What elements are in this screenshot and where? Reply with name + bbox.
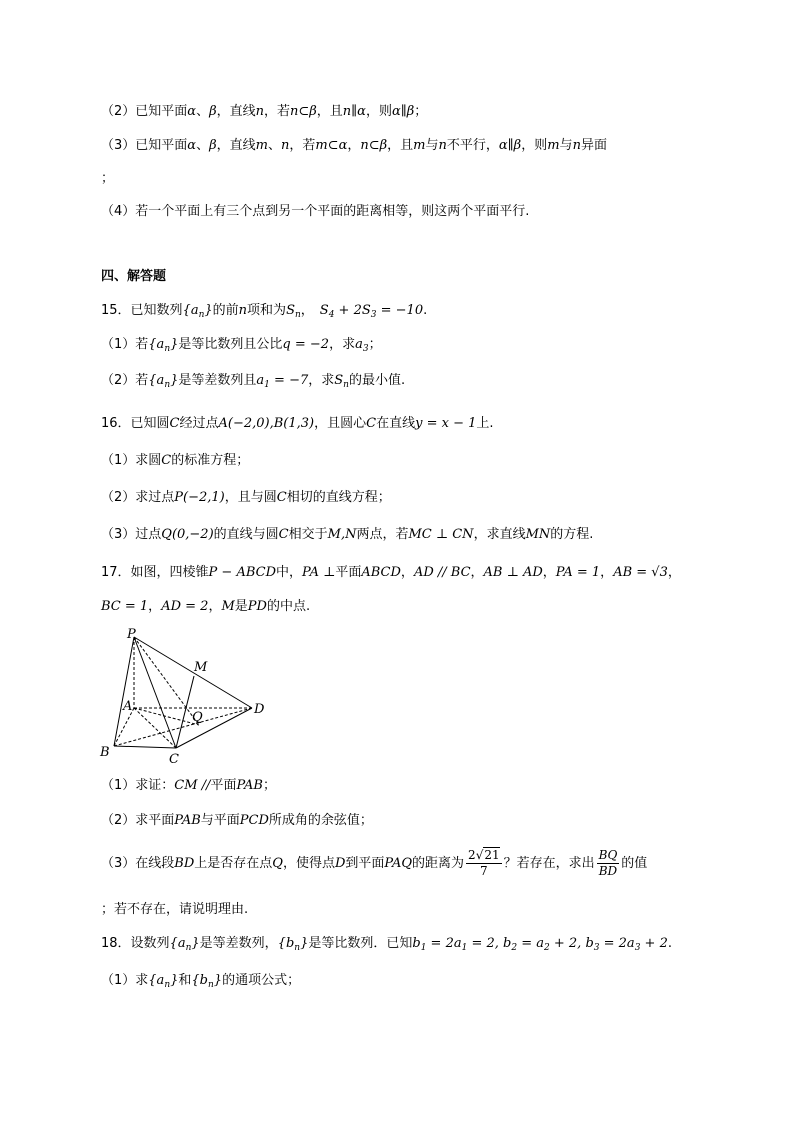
math: PD <box>247 599 267 614</box>
text: 16．已知圆 <box>101 416 170 431</box>
text: ，直线 <box>216 138 256 153</box>
math-part: {a <box>169 936 186 951</box>
math: n <box>572 138 581 153</box>
text: 是等比数列且公比 <box>178 337 283 352</box>
math <box>148 373 178 388</box>
math: n <box>255 104 264 119</box>
math: Q(0,−2) <box>161 527 214 542</box>
math: C <box>169 416 180 431</box>
statement-3 <box>101 137 607 155</box>
text: 经过点 <box>179 416 219 431</box>
subscript: 3 <box>362 344 369 354</box>
math: P − ABCD <box>208 565 277 580</box>
math: AD = 2 <box>161 599 209 614</box>
text: 15．已知数列 <box>101 303 183 318</box>
math: β <box>209 104 217 119</box>
math: AB ⊥ AD <box>483 565 543 580</box>
math-part: 2 <box>468 848 476 862</box>
subscript: n <box>208 980 214 990</box>
text: 平面 <box>210 778 237 793</box>
subscript: 2 <box>544 943 550 953</box>
math-part: } <box>170 337 179 352</box>
statement-2 <box>101 103 427 121</box>
math: PAQ <box>384 856 413 871</box>
text: （2）求平面 <box>101 813 175 828</box>
math-part: {a <box>148 373 165 388</box>
math <box>412 936 668 951</box>
text: 的值 <box>621 856 648 871</box>
section-title: 四、解答题 <box>101 269 167 284</box>
math: CM // <box>174 778 211 793</box>
text: ， <box>542 565 556 580</box>
math-part: a <box>355 337 363 352</box>
text: 上是否存在点 <box>194 856 273 871</box>
question-17-part-3 <box>101 848 647 880</box>
label-B: B <box>100 745 110 760</box>
math: α <box>187 138 197 153</box>
text: ，且与圆 <box>224 490 277 505</box>
math: D <box>334 856 346 871</box>
math-part: {a <box>148 337 165 352</box>
text: （1）求 <box>101 973 149 988</box>
math: α <box>187 104 197 119</box>
fraction-distance <box>466 848 502 879</box>
text: ，则 <box>521 138 548 153</box>
math: n <box>238 303 248 318</box>
text: ？若存在，求出 <box>503 856 595 871</box>
question-16 <box>101 415 494 433</box>
math-part: = −7 <box>269 373 309 388</box>
label-M: M <box>194 660 208 675</box>
math: n⊂β <box>290 104 317 119</box>
math: C <box>276 490 287 505</box>
math-part: } <box>170 373 179 388</box>
subscript: 3 <box>593 943 600 953</box>
text: （1）求证： <box>101 778 175 793</box>
segment-PQ <box>134 637 199 725</box>
text: 、 <box>267 138 281 153</box>
text: （3）在线段 <box>101 856 175 871</box>
text: 17．如图，四棱锥 <box>101 565 209 580</box>
text: 两点，若 <box>356 527 409 542</box>
math-part: } <box>170 973 179 988</box>
text: 异面 <box>580 138 607 153</box>
label-D: D <box>254 702 265 717</box>
subscript: n <box>198 310 205 320</box>
math: A(−2,0),B(1,3) <box>218 416 315 431</box>
text: 的方程. <box>550 527 594 542</box>
text: 的标准方程； <box>171 453 250 468</box>
text: （1）求圆 <box>101 453 162 468</box>
text: 和 <box>178 973 192 988</box>
math: PAB <box>236 778 263 793</box>
math-part: {a <box>182 303 199 318</box>
edge-CD <box>176 708 252 748</box>
text: 的最小值. <box>348 373 406 388</box>
fraction-ratio <box>597 848 620 879</box>
subscript: n <box>294 943 301 953</box>
text: ，若 <box>263 104 290 119</box>
math: PAB <box>174 813 201 828</box>
text: . <box>667 936 672 951</box>
question-16-part-2 <box>101 489 391 507</box>
question-17-part-2 <box>101 812 373 830</box>
text: ； <box>414 104 428 119</box>
statement-3-end: ； <box>101 171 115 186</box>
math: BC = 1 <box>101 599 149 614</box>
text: ， <box>300 303 314 318</box>
label-C: C <box>169 752 179 767</box>
math: n∥α <box>342 104 366 119</box>
math: C <box>278 527 289 542</box>
math <box>256 373 308 388</box>
diagonal-BD <box>114 708 252 746</box>
subscript: 1 <box>264 380 270 390</box>
text: ； <box>262 778 276 793</box>
math <box>320 303 423 318</box>
math: n⊂β <box>360 138 388 153</box>
math <box>334 373 349 388</box>
math <box>183 303 213 318</box>
question-15-part-2 <box>101 372 405 394</box>
subscript: n <box>343 380 349 390</box>
subscript: n <box>164 980 171 990</box>
text: ，则 <box>365 104 392 119</box>
fraction-denominator: BD <box>598 864 618 878</box>
subscript: 4 <box>328 310 335 320</box>
math: ABCD <box>361 565 401 580</box>
text: 不平行， <box>446 138 499 153</box>
math: q = −2 <box>282 337 330 352</box>
text: 是等比数列．已知 <box>308 936 413 951</box>
math: y = x − 1 <box>415 416 477 431</box>
subscript: n <box>294 310 301 320</box>
text: 、 <box>196 104 210 119</box>
math-part: } <box>300 936 309 951</box>
fraction-numerator: BQ <box>598 848 618 862</box>
math-part: {b <box>277 936 295 951</box>
text: 上. <box>476 416 494 431</box>
question-15-part-1 <box>101 336 382 358</box>
math <box>148 337 178 352</box>
text: 相切的直线方程； <box>286 490 391 505</box>
question-18 <box>101 935 672 957</box>
radicand: 21 <box>484 848 500 862</box>
text: 的距离为 <box>412 856 465 871</box>
math-part: } <box>191 936 200 951</box>
subscript: 3 <box>370 310 377 320</box>
text: ， <box>148 599 162 614</box>
math-part: + 2, b <box>549 936 594 951</box>
text: . <box>423 303 428 318</box>
question-17-part-1 <box>101 777 276 795</box>
text: ，直线 <box>216 104 256 119</box>
math: β <box>209 138 217 153</box>
label-Q: Q <box>192 710 203 725</box>
math-part: + 2 <box>640 936 668 951</box>
text: 项和为 <box>247 303 287 318</box>
math: M,N <box>327 527 357 542</box>
edge-BC <box>114 746 176 748</box>
text: ； <box>368 337 382 352</box>
math: MN <box>525 527 551 542</box>
fraction-numerator: 2√21 <box>468 848 500 862</box>
question-17-part-3-cont: ；若不存在，请说明理由. <box>101 902 249 917</box>
subscript: n <box>164 344 171 354</box>
math-part: = 2, b <box>467 936 512 951</box>
math-part: + 2S <box>334 303 371 318</box>
math: PCD <box>239 813 269 828</box>
label-P: P <box>127 627 136 642</box>
subscript: 1 <box>461 943 468 953</box>
math-part: = a <box>517 936 545 951</box>
text: 的前 <box>212 303 239 318</box>
math: n <box>280 138 290 153</box>
text: 中， <box>276 565 303 580</box>
text: ， <box>470 565 484 580</box>
text: 所成角的余弦值； <box>268 813 373 828</box>
text: （3）已知平面 <box>101 138 188 153</box>
math: PA = 1 <box>555 565 601 580</box>
text: ， <box>208 599 222 614</box>
math-part: a <box>256 373 265 388</box>
text: ，求直线 <box>473 527 526 542</box>
math: α∥β <box>391 104 415 119</box>
math: Q <box>272 856 283 871</box>
math-part: } <box>204 303 213 318</box>
math <box>170 936 200 951</box>
text: （2）若 <box>101 373 149 388</box>
text: 到平面 <box>345 856 385 871</box>
math <box>278 936 309 951</box>
question-16-part-1 <box>101 452 249 470</box>
subscript: 3 <box>634 943 641 953</box>
math: AD // BC <box>413 565 471 580</box>
subscript: 2 <box>511 943 518 953</box>
question-17-cont <box>101 598 310 616</box>
math-part: = 2a <box>426 936 462 951</box>
math-part: } <box>213 973 223 988</box>
math <box>286 303 301 318</box>
text: 与 <box>425 138 439 153</box>
text: ，求 <box>329 337 356 352</box>
math: n <box>438 138 447 153</box>
subscript: 1 <box>420 943 427 953</box>
math <box>355 337 369 352</box>
text: ， <box>400 565 414 580</box>
question-15 <box>101 302 427 324</box>
text: 与平面 <box>200 813 240 828</box>
text: （2）已知平面 <box>101 104 188 119</box>
math: α∥β <box>498 138 522 153</box>
math-part: b <box>412 936 421 951</box>
text: 是等差数列且 <box>178 373 257 388</box>
math-part: S <box>334 373 344 388</box>
edge-PC <box>134 637 176 748</box>
text: （3）过点 <box>101 527 162 542</box>
edge-PB <box>114 637 134 746</box>
question-17 <box>101 564 681 582</box>
text: （2）求过点 <box>101 490 175 505</box>
math: BD <box>174 856 195 871</box>
text: ， <box>600 565 614 580</box>
math: MC ⊥ CN <box>408 527 474 542</box>
text: 的中点. <box>266 599 311 614</box>
text: 是 <box>234 599 248 614</box>
text: （1）若 <box>101 337 149 352</box>
text: ，使得点 <box>282 856 335 871</box>
math: m <box>255 138 268 153</box>
subscript: n <box>164 380 171 390</box>
subscript: n <box>185 943 192 953</box>
text: 18．设数列 <box>101 936 170 951</box>
math: C <box>366 416 377 431</box>
text: ，且 <box>316 104 343 119</box>
math: M <box>221 599 235 614</box>
text: 是等差数列， <box>199 936 278 951</box>
text: 平面 <box>335 565 362 580</box>
edge-PD <box>134 637 252 708</box>
question-16-part-3 <box>101 526 593 544</box>
text: ， <box>667 565 681 580</box>
text: ，求 <box>308 373 335 388</box>
math: C <box>161 453 172 468</box>
math: m <box>413 138 426 153</box>
text: ，且 <box>387 138 414 153</box>
label-A: A <box>123 699 133 714</box>
math-part: S <box>319 303 329 318</box>
math-part: = 2a <box>599 936 635 951</box>
text: ， <box>347 138 361 153</box>
text: 、 <box>196 138 210 153</box>
pyramid-figure <box>96 622 276 772</box>
math-part: = −10 <box>376 303 424 318</box>
text: ，且圆心 <box>314 416 367 431</box>
math-part: S <box>286 303 295 318</box>
text: 相交于 <box>288 527 328 542</box>
math: AB = √3 <box>613 565 668 580</box>
math: PA ⊥ <box>302 565 336 580</box>
text: 与 <box>559 138 573 153</box>
text: 的直线与圆 <box>213 527 279 542</box>
math-part: {a <box>148 973 165 988</box>
math <box>191 973 222 988</box>
math-part: {b <box>191 973 208 988</box>
math <box>148 973 178 988</box>
fraction-denominator: 7 <box>480 864 488 878</box>
math: P(−2,1) <box>174 490 225 505</box>
math: m <box>547 138 560 153</box>
text: 的通项公式； <box>222 973 301 988</box>
statement-4: （4）若一个平面上有三个点到另一个平面的距离相等，则这两个平面平行. <box>101 204 530 219</box>
question-18-part-1 <box>101 972 300 994</box>
math: m⊂α <box>315 138 348 153</box>
text: ，若 <box>289 138 316 153</box>
text: 在直线 <box>376 416 416 431</box>
